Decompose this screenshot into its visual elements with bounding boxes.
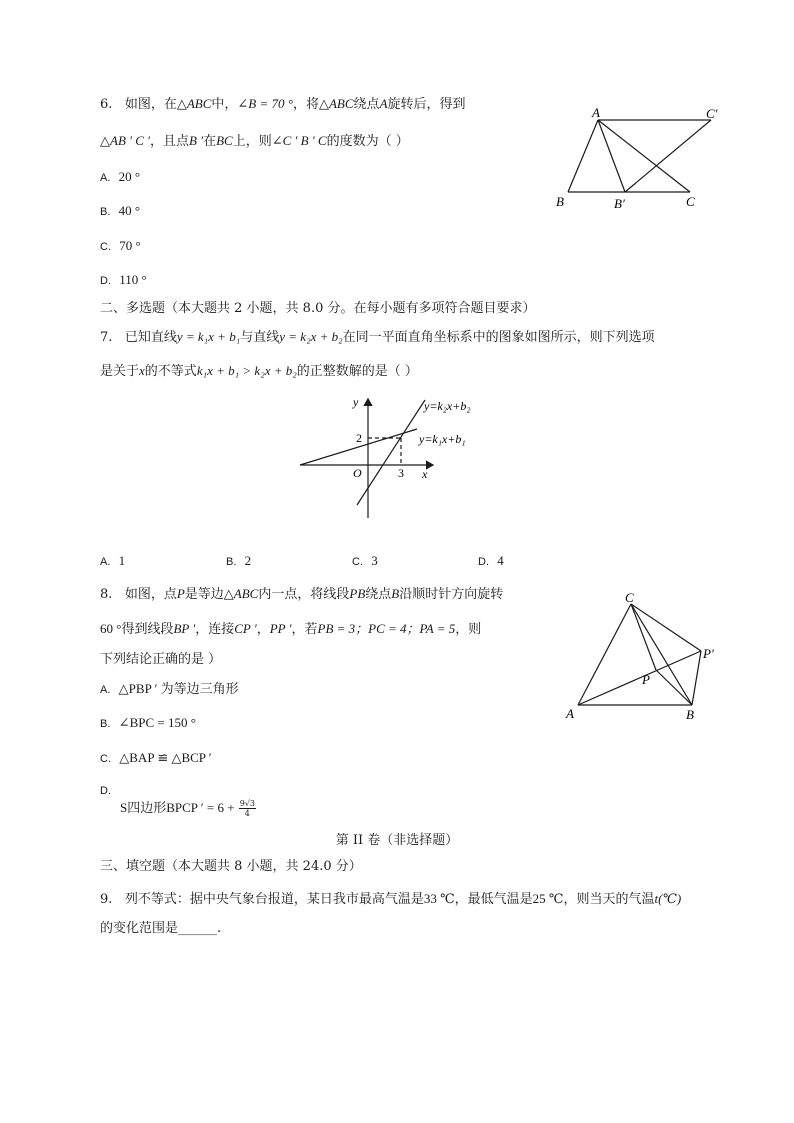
q7-graph [295, 393, 505, 521]
option-text: 40 ° [118, 203, 141, 218]
q7-option-a[interactable] [100, 552, 125, 571]
option-text: △PBP ′ 为等边三角形 [118, 681, 239, 696]
option-letter: B. [100, 206, 111, 218]
q6-triangle: △ABC [176, 96, 212, 111]
q9-temp-high: 33 ℃ [423, 891, 455, 906]
q7-inequality: k₁x + b₁ > k₂x + b₂ [196, 363, 297, 378]
fraction-numerator: 9√3 [239, 799, 255, 808]
line-k1-label: y=k₁x+b₁ [419, 432, 466, 446]
q8-text: ，连接 [195, 622, 235, 637]
q6-line2 [100, 132, 409, 151]
line-k2-label: y=k₂x+b₂ [424, 399, 471, 413]
q7-variable: x [139, 363, 145, 378]
q8-figure [560, 588, 740, 723]
q6-angle: ∠B = 70 ° [237, 96, 293, 111]
q8-segment: CP ′ [234, 621, 257, 636]
option-letter: C. [100, 241, 111, 253]
q8-segment: BP ′ [173, 621, 196, 636]
section-3-heading: 三、填空题（本大题共 8 小题，共 24.0 分） [100, 859, 362, 874]
option-text: 2 [244, 553, 252, 568]
option-text: 110 ° [119, 272, 147, 287]
segment-cp [631, 604, 656, 670]
q8-option-d-letter[interactable] [100, 782, 111, 800]
q8-option-c[interactable] [100, 749, 212, 768]
q6-option-d[interactable] [100, 271, 147, 290]
label-c-prime: C′ [706, 106, 718, 121]
q7-option-c[interactable] [352, 552, 378, 571]
x-axis-label: x [422, 467, 428, 481]
line-k2 [357, 400, 425, 505]
q7-line2 [100, 362, 418, 381]
q7-text: 已知直线 [124, 330, 177, 345]
q6-point: A [379, 96, 388, 111]
q7-equation-1: y = k₁x + b₁ [176, 329, 241, 344]
q9-line1 [100, 890, 681, 909]
q6-text: 绕点 [353, 97, 380, 112]
option-letter: A. [100, 684, 111, 696]
origin-label: O [353, 466, 362, 480]
q7-text: 的不等式 [144, 364, 197, 379]
q8-line2 [100, 620, 481, 639]
part-2-title: 第 II 卷（非选择题） [335, 833, 459, 848]
tick-y-2: 2 [356, 431, 362, 445]
tick-x-3: 3 [398, 466, 404, 480]
option-letter: D. [478, 556, 489, 568]
q8-text: ，则 [455, 622, 482, 637]
q8-number: 8. [100, 587, 113, 602]
label-a: A [592, 105, 600, 120]
q8-triangle: △ABC [223, 586, 259, 601]
option-letter: A. [100, 172, 111, 184]
q8-option-b[interactable] [100, 714, 196, 733]
q8-text: 得到线段 [121, 622, 174, 637]
q6-number: 6. [100, 97, 113, 112]
q8-point: B [391, 586, 400, 601]
q8-angle: 60 ° [100, 621, 122, 636]
option-text: 1 [118, 553, 126, 568]
label-p-prime: P′ [703, 646, 714, 661]
option-letter: D. [100, 785, 111, 797]
q6-text: 在 [203, 134, 217, 149]
q6-text: ，将 [292, 97, 319, 112]
q7-text: 是关于 [100, 364, 140, 379]
q9-line2: 的变化范围是______. [100, 921, 222, 936]
q9-temp-low: 25 ℃ [532, 891, 564, 906]
q9-variable: t(℃) [654, 891, 682, 906]
q7-option-b[interactable] [226, 552, 251, 571]
option-letter: C. [352, 556, 363, 568]
q6-text: 中， [211, 97, 238, 112]
option-letter: B. [100, 718, 111, 730]
label-b: B [556, 194, 564, 209]
option-letter: C. [100, 753, 111, 765]
label-c: C [625, 590, 634, 605]
q8-text: ， [256, 622, 270, 637]
option-text: S四边形BPCP ′ = 6 + [120, 800, 235, 815]
q7-text: 的正整数解的是（ ） [296, 364, 418, 379]
q6-text: 旋转后，得到 [387, 97, 466, 112]
q8-option-a[interactable] [100, 680, 239, 699]
q6-text: 如图，在 [124, 97, 177, 112]
label-a: A [566, 706, 574, 721]
q8-line3: 下列结论正确的是 ） [100, 652, 222, 667]
segment-cb [631, 604, 692, 705]
label-b-prime: B′ [614, 196, 625, 211]
q8-segment: PP ′ [269, 621, 292, 636]
q9-text: 列不等式：据中央气象台报道，某日我市最高气温是 [124, 892, 424, 907]
q6-text: 的度数为（ ） [326, 134, 409, 149]
q9-text: ，则当天的气温 [563, 892, 655, 907]
segment-b-prime-c-prime [625, 120, 711, 192]
q6-figure [550, 100, 730, 215]
q7-text: 在同一平面直角坐标系中的图象如图所示，则下列选项 [342, 330, 655, 345]
q6-option-c[interactable] [100, 237, 141, 256]
y-axis-label: y [353, 395, 359, 409]
option-text: 3 [371, 553, 378, 568]
q7-option-d[interactable] [478, 552, 504, 571]
q8-text: 如图，点 [124, 587, 177, 602]
option-letter: A. [100, 556, 111, 568]
q8-text: 绕点 [365, 587, 392, 602]
option-text: ∠BPC = 150 ° [118, 715, 196, 730]
option-text: △BAP ≌ △BCP ′ [119, 750, 212, 765]
q6-angle: ∠C ′ B ′ C [271, 133, 327, 148]
section-2-heading: 二、多选题（本大题共 2 小题，共 8.0 分。在每小题有多项符合题目要求） [100, 301, 536, 316]
q8-point: P [176, 586, 185, 601]
option-letter: B. [226, 556, 237, 568]
q8-segment: PB [349, 586, 366, 601]
q8-text: 是等边 [184, 587, 224, 602]
fraction-denominator: 4 [244, 809, 250, 818]
q6-triangle: △ABC [318, 96, 354, 111]
label-c: C [686, 194, 695, 209]
q6-text: 上，则 [232, 134, 272, 149]
q8-text: 内一点，将线段 [258, 587, 350, 602]
q7-text: 与直线 [240, 330, 280, 345]
segment-a-p-prime [578, 651, 701, 705]
option-text: 4 [497, 553, 504, 568]
q6-segment: BC [216, 133, 233, 148]
option-text: 20 ° [118, 169, 141, 184]
fraction [239, 799, 256, 818]
q8-option-d[interactable] [120, 796, 256, 821]
q8-condition: PB = 3；PC = 4；PA = 5 [317, 621, 456, 636]
q6-triangle-prime: △AB ′ C ′ [100, 133, 150, 148]
label-p: P [642, 672, 650, 687]
segment-ab [568, 120, 598, 192]
q6-line1 [100, 95, 466, 114]
q8-text: 沿顺时针方向旋转 [399, 587, 504, 602]
option-text: 70 ° [119, 238, 141, 253]
q6-text: ，且点 [150, 134, 190, 149]
q8-text: ，若 [291, 622, 318, 637]
q6-option-b[interactable] [100, 202, 140, 221]
q7-line1 [100, 328, 655, 347]
label-b: B [686, 707, 694, 722]
q8-line1 [100, 585, 503, 604]
q7-equation-2: y = k₂x + b₂ [279, 329, 343, 344]
q9-number: 9. [100, 892, 113, 907]
segment-cp-prime [631, 604, 701, 651]
segment-ca [578, 604, 631, 705]
segment-bp-prime [692, 651, 701, 705]
q6-point: B ′ [189, 133, 204, 148]
q6-option-a[interactable] [100, 168, 140, 187]
q9-text: ，最低气温是 [454, 892, 533, 907]
q7-number: 7. [100, 330, 113, 345]
option-letter: D. [100, 275, 111, 287]
